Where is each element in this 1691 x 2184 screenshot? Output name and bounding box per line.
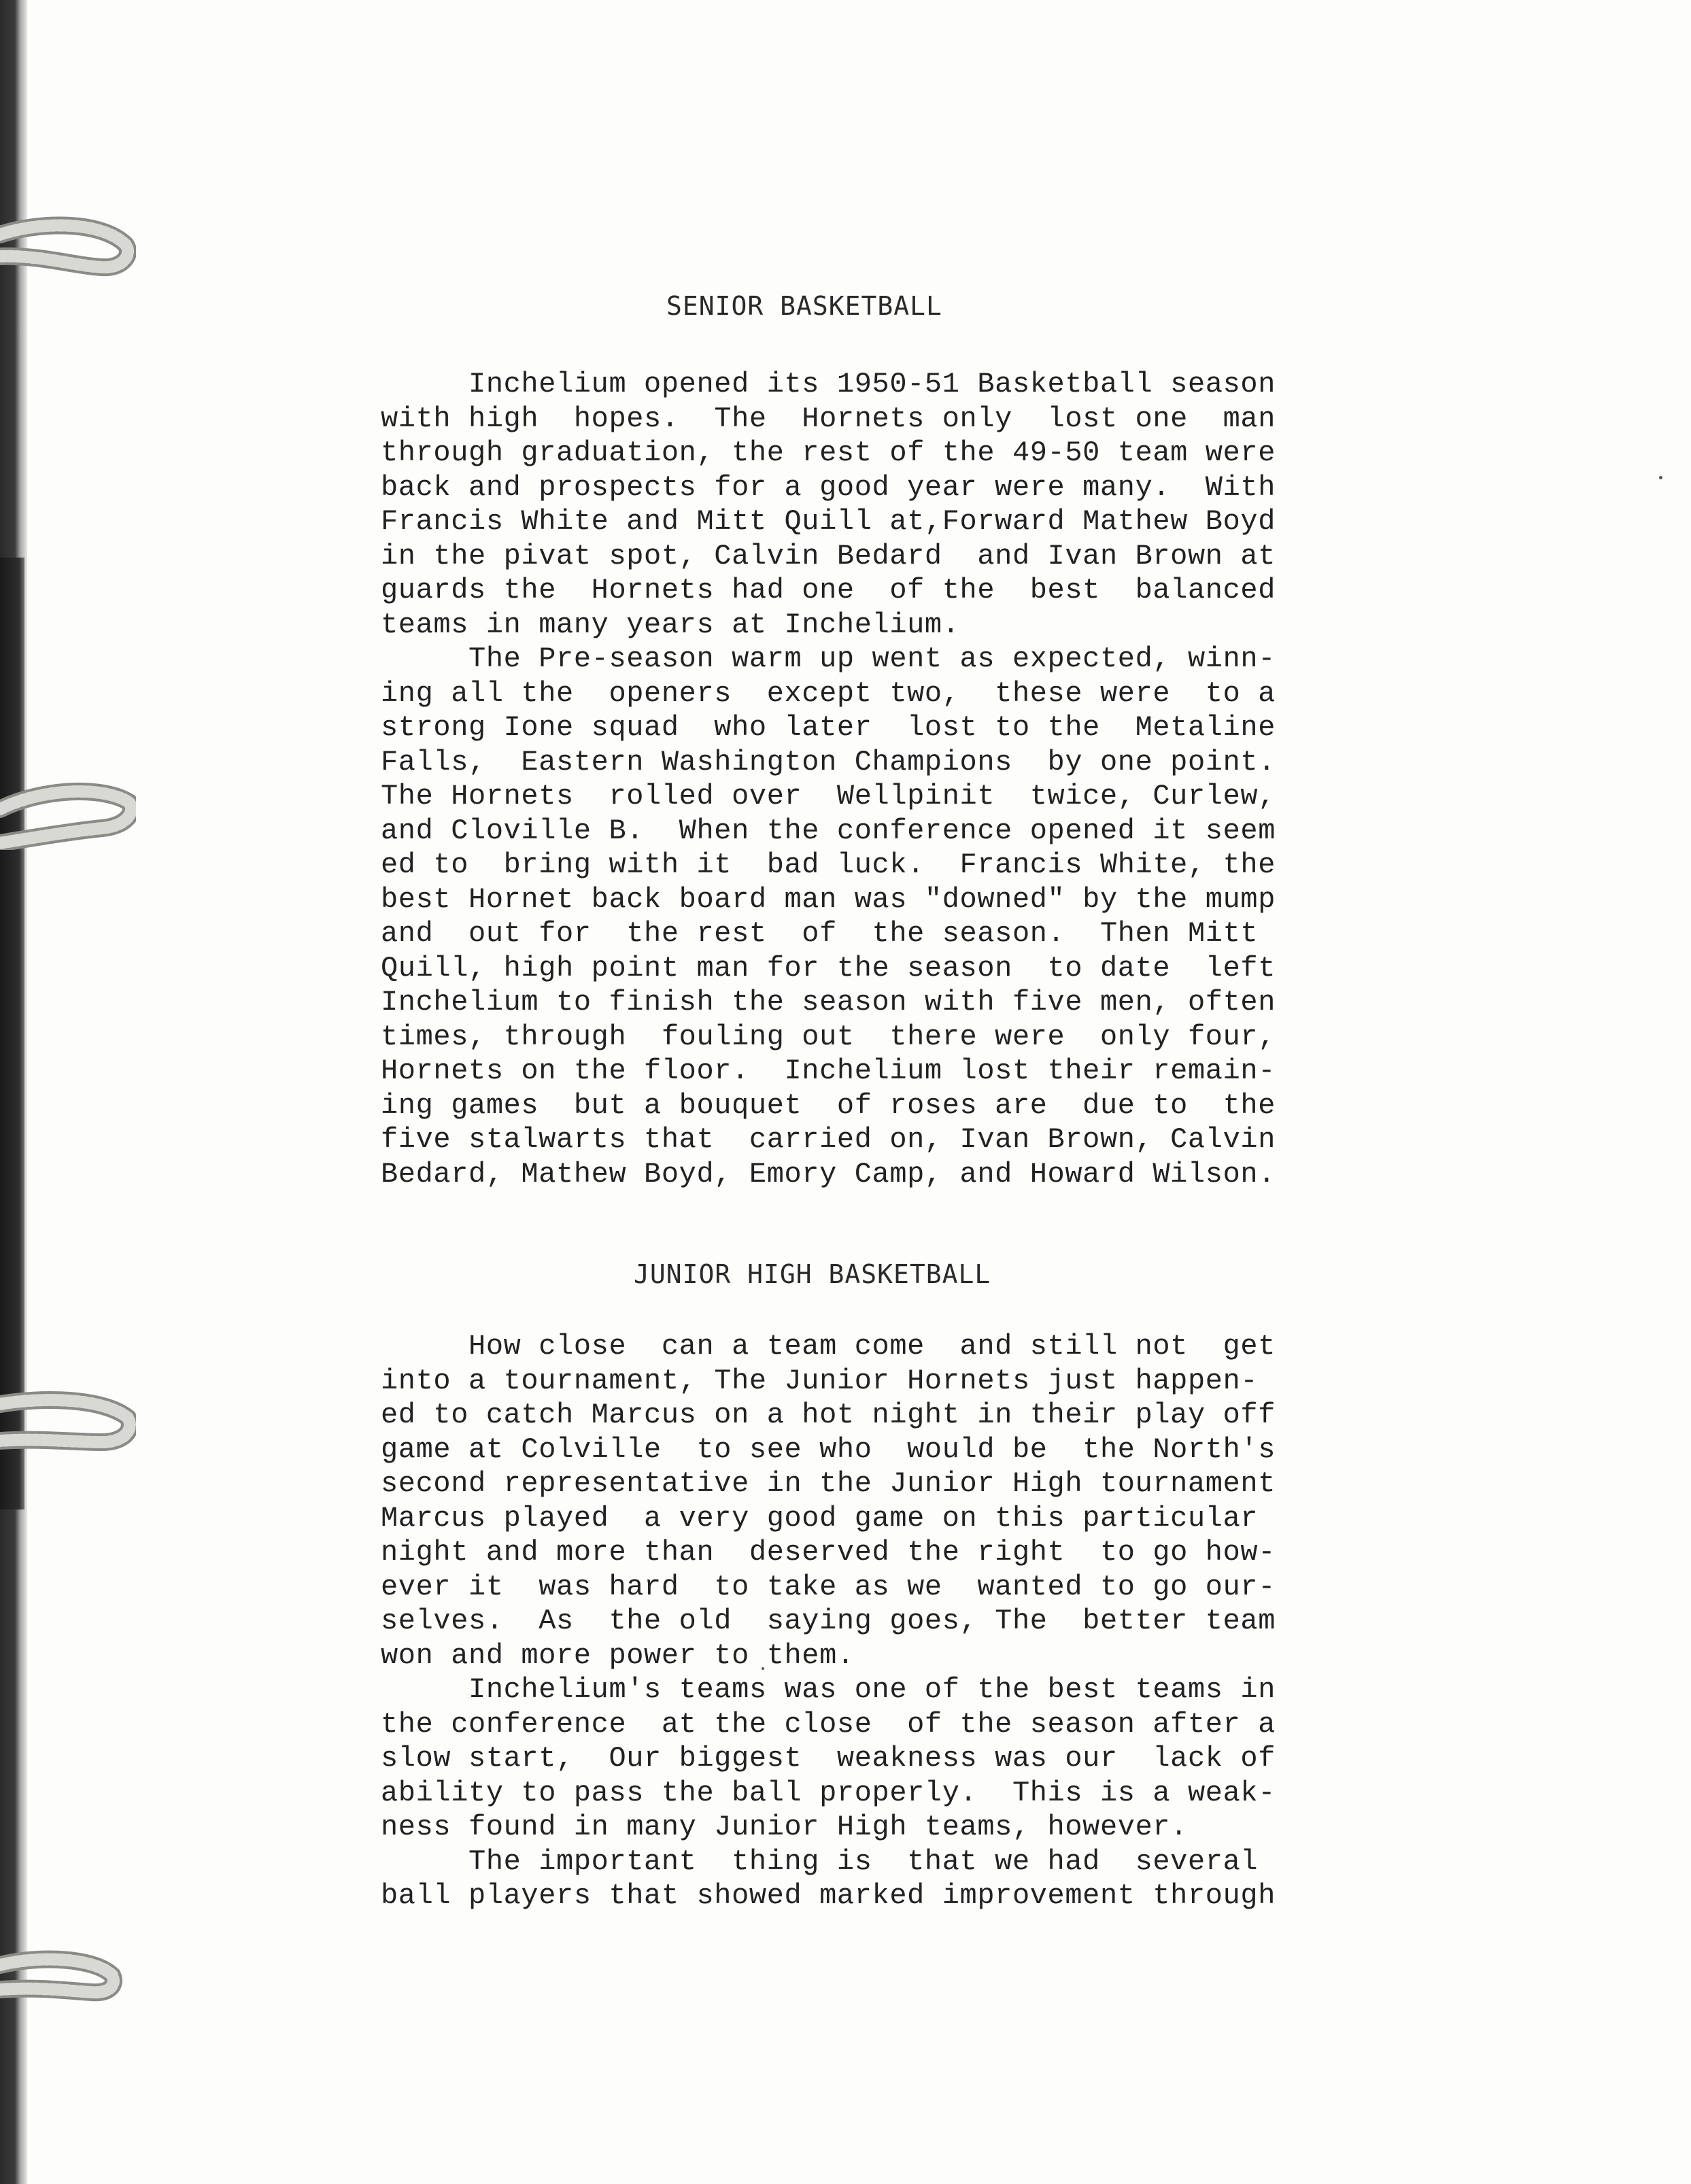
paper-speck bbox=[1659, 476, 1662, 479]
senior-basketball-heading: SENIOR BASKETBALL bbox=[666, 291, 942, 321]
text-line: best Hornet back board man was "downed" by the mump bbox=[381, 883, 1276, 916]
text-line: in the pivat spot, Calvin Bedard and Ivan Brown at bbox=[381, 539, 1276, 573]
binding-shadow bbox=[0, 558, 24, 1509]
text-line: Marcus played a very good game on this particular bbox=[381, 1501, 1259, 1535]
text-line: The important thing is that we had several bbox=[381, 1845, 1259, 1878]
text-line: the conference at the close of the season after a bbox=[381, 1707, 1276, 1741]
text-line: Falls, Eastern Washington Champions by one point. bbox=[381, 745, 1276, 779]
text-line: five stalwarts that carried on, Ivan Brown, Calvin bbox=[381, 1123, 1276, 1156]
text-line: night and more than deserved the right to go how- bbox=[381, 1536, 1276, 1569]
text-line: Quill, high point man for the season to date left bbox=[381, 951, 1276, 985]
text-line: ed to bring with it bad luck. Francis White, the bbox=[381, 849, 1276, 881]
text-line: game at Colville to see who would be the North's bbox=[381, 1433, 1276, 1466]
text-line: Inchelium to finish the season with five men, often bbox=[381, 986, 1276, 1019]
text-line: back and prospects for a good year were many. With bbox=[381, 471, 1276, 504]
text-line: times, through fouling out there were only four, bbox=[381, 1020, 1276, 1053]
text-line: Bedard, Mathew Boyd, Emory Camp, and Howard Wilson. bbox=[381, 1157, 1276, 1191]
text-line: and out for the rest of the season. Then Mitt bbox=[381, 917, 1259, 950]
text-line: into a tournament, The Junior Hornets just happen- bbox=[381, 1364, 1259, 1397]
text-line: won and more power to them. bbox=[381, 1639, 855, 1672]
text-line: Hornets on the floor. Inchelium lost their remain- bbox=[381, 1055, 1276, 1087]
text-line: ing all the openers except two, these were to a bbox=[381, 677, 1276, 710]
text-line: strong Ione squad who later lost to the Metaline bbox=[381, 711, 1276, 744]
text-line: Francis White and Mitt Quill at,Forward Mathew Boyd bbox=[381, 505, 1276, 538]
text-line: through graduation, the rest of the 49-50 team were bbox=[381, 437, 1276, 469]
text-line: with high hopes. The Hornets only lost one man bbox=[381, 402, 1276, 435]
text-line: ever it was hard to take as we wanted to go our- bbox=[381, 1570, 1276, 1603]
text-line: and Cloville B. When the conference opened it seem bbox=[381, 814, 1276, 847]
junior-high-basketball-text bbox=[381, 1329, 1441, 1913]
text-line: The Hornets rolled over Wellpinit twice, Curlew, bbox=[381, 780, 1276, 813]
text-line: Inchelium's teams was one of the best teams in bbox=[381, 1673, 1276, 1706]
text-line: ed to catch Marcus on a hot night in their play off bbox=[381, 1399, 1276, 1431]
binding-cord-icon bbox=[0, 775, 136, 850]
text-line: ability to pass the ball properly. This is a weak- bbox=[381, 1776, 1276, 1809]
text-line: ball players that showed marked improvement through bbox=[381, 1879, 1276, 1912]
text-line: The Pre-season warm up went as expected, winn- bbox=[381, 643, 1276, 675]
text-line: guards the Hornets had one of the best balanced bbox=[381, 574, 1276, 607]
text-line: selves. As the old saying goes, The better team bbox=[381, 1605, 1276, 1637]
binding-cord-icon bbox=[0, 1938, 136, 2013]
text-line: ness found in many Junior High teams, however. bbox=[381, 1811, 1188, 1843]
text-line: teams in many years at Inchelium. bbox=[381, 608, 960, 641]
text-line: slow start, Our biggest weakness was our lack of bbox=[381, 1742, 1276, 1775]
text-line: Inchelium opened its 1950-51 Basketball season bbox=[381, 368, 1276, 400]
junior-high-basketball-heading: JUNIOR HIGH BASKETBALL bbox=[634, 1259, 991, 1289]
text-line: How close can a team come and still not get bbox=[381, 1330, 1276, 1363]
binding-cord-icon bbox=[0, 207, 136, 282]
binding-cord-icon bbox=[0, 1384, 136, 1458]
senior-basketball-text bbox=[381, 367, 1441, 1191]
text-line: second representative in the Junior High tournament bbox=[381, 1467, 1276, 1500]
text-line: ing games but a bouquet of roses are due to the bbox=[381, 1089, 1276, 1122]
